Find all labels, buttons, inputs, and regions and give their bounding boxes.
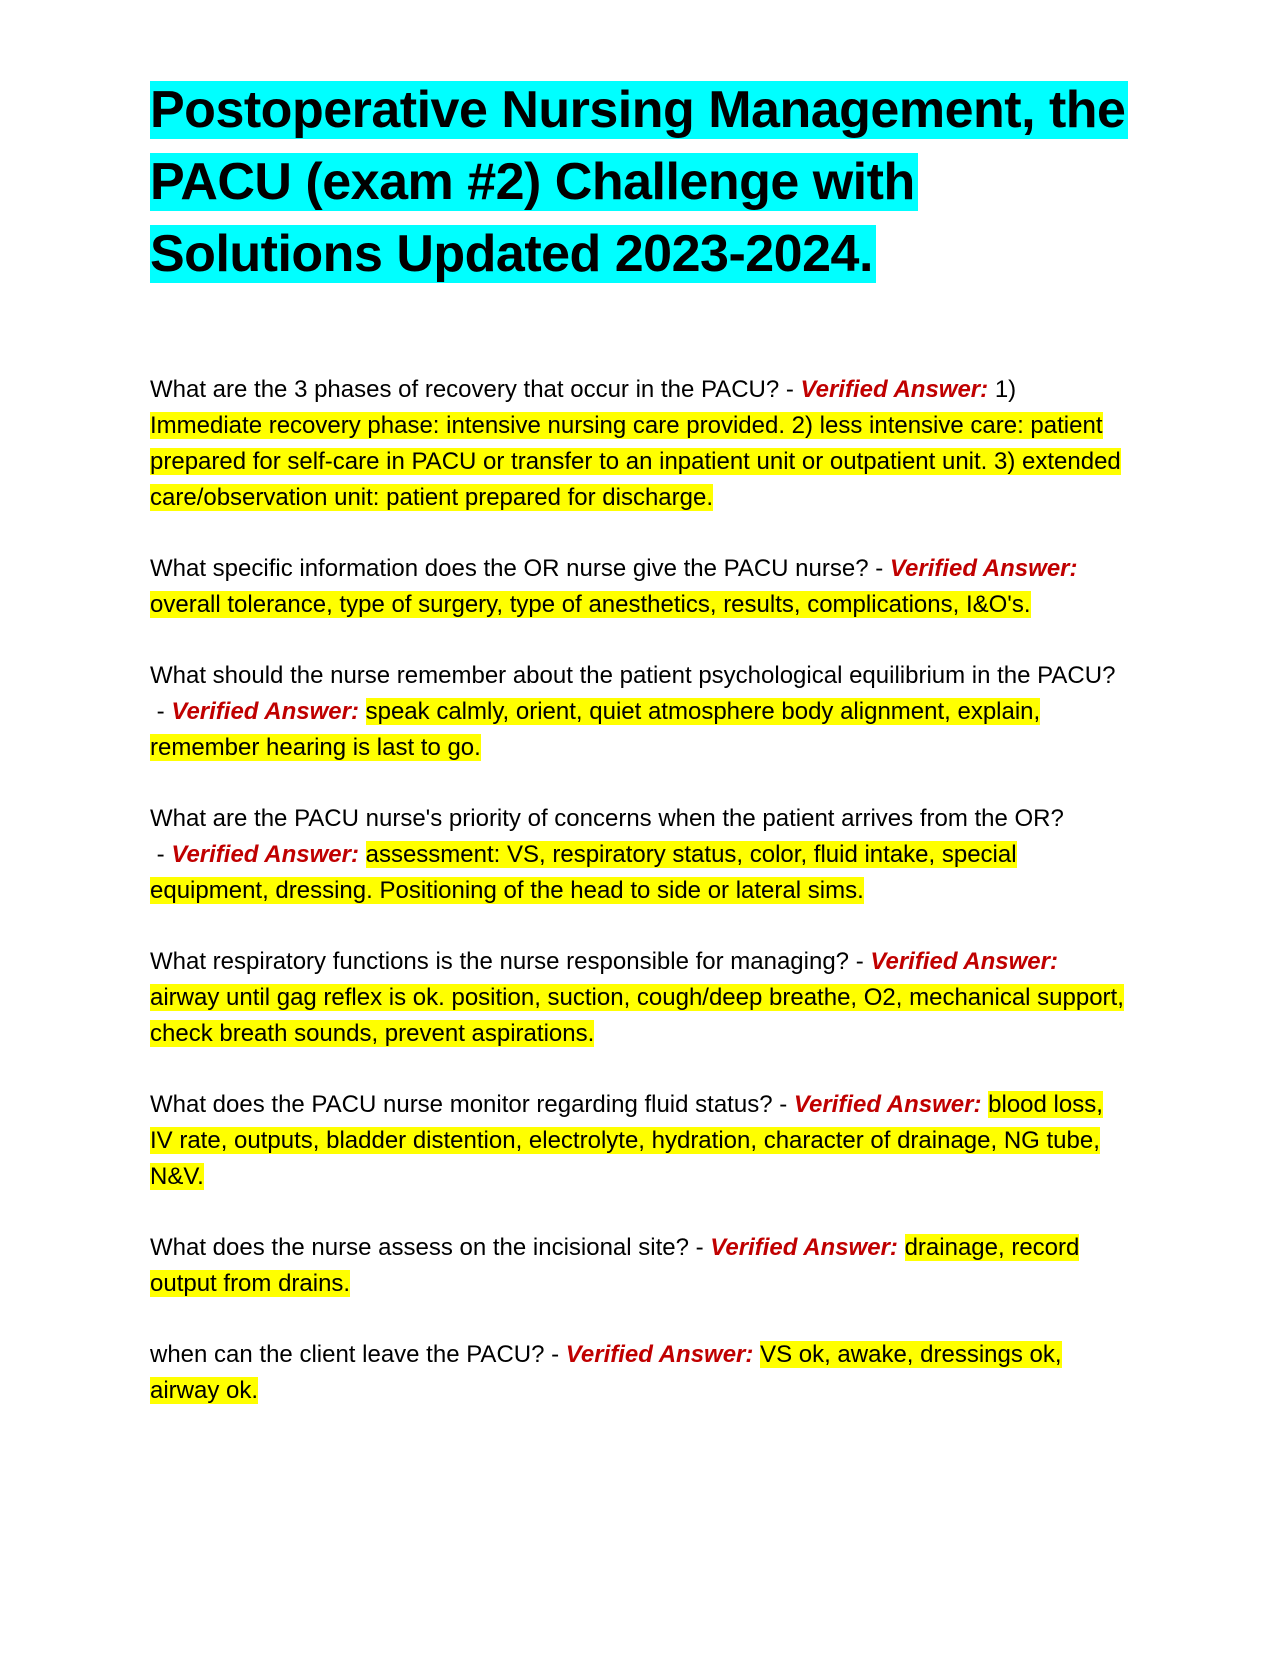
answer-text: overall tolerance, type of surgery, type of anesthetics, results, complications, I&O's. xyxy=(150,591,1031,618)
qa-item xyxy=(150,1230,1130,1302)
answer-text: drainage, record output from drains. xyxy=(150,1234,1080,1297)
verified-answer-label: Verified Answer: xyxy=(800,376,989,403)
qa-item xyxy=(150,551,1130,623)
qa-item xyxy=(150,801,1130,909)
verified-answer-label: Verified Answer: xyxy=(870,948,1058,975)
question-separator: - xyxy=(849,948,871,975)
answer-text: Immediate recovery phase: intensive nursing care provided. 2) less intensive care: patient prepared for self-care in PACU or transfer to an inpatient unit or outpatient unit. 3) extended care/observation unit: patient prepared for discharge. xyxy=(150,412,1121,511)
question-separator: - xyxy=(779,376,801,403)
question-separator: - xyxy=(688,1234,711,1261)
verified-answer-label: Verified Answer: xyxy=(889,555,1078,582)
answer-text: assessment: VS, respiratory status, color, fluid intake, special equipment, dressing. Positioning of the head to side or lateral sims. xyxy=(150,841,1017,904)
answer-text: airway until gag reflex is ok. position, suction, cough/deep breathe, O2, mechanical support, check breath sounds, prevent aspirations. xyxy=(150,984,1124,1047)
qa-item xyxy=(150,658,1130,766)
question-separator: - xyxy=(772,1091,794,1118)
question-text: What are the 3 phases of recovery that occur in the PACU? xyxy=(150,376,780,403)
document-title-text: Postoperative Nursing Management, the PACU (exam #2) Challenge with Solutions Updated 2023-2024. xyxy=(150,81,1128,283)
answer-text: speak calmly, orient, quiet atmosphere body alignment, explain, remember hearing is last to go. xyxy=(150,698,1041,761)
qa-item xyxy=(150,1337,1130,1409)
question-text: What respiratory functions is the nurse responsible for managing? xyxy=(150,948,850,975)
question-text: when can the client leave the PACU? xyxy=(150,1341,545,1368)
verified-answer-label: Verified Answer: xyxy=(793,1091,982,1118)
question-text: What specific information does the OR nurse give the PACU nurse? xyxy=(150,555,869,582)
question-separator: - xyxy=(868,555,890,582)
verified-answer-label: Verified Answer: xyxy=(710,1234,898,1261)
question-separator: - xyxy=(544,1341,566,1368)
qa-item xyxy=(150,372,1130,516)
verified-answer-label: Verified Answer: xyxy=(565,1341,754,1368)
qa-item xyxy=(150,944,1130,1052)
question-text: What are the PACU nurse's priority of concerns when the patient arrives from the OR? xyxy=(150,805,1064,832)
question-text: What does the nurse assess on the incisional site? xyxy=(150,1234,689,1261)
document-page xyxy=(150,74,1130,1444)
document-title xyxy=(150,74,1130,290)
verified-answer-label: Verified Answer: xyxy=(171,841,359,868)
answer-lead-text: 1) xyxy=(994,376,1017,403)
question-separator: - xyxy=(150,698,172,725)
qa-item xyxy=(150,1087,1130,1195)
qa-list xyxy=(150,372,1130,1409)
question-text: What does the PACU nurse monitor regarding fluid status? xyxy=(150,1091,773,1118)
question-separator: - xyxy=(150,841,172,868)
verified-answer-label: Verified Answer: xyxy=(171,698,359,725)
answer-text: VS ok, awake, dressings ok, airway ok. xyxy=(150,1341,1062,1404)
question-text: What should the nurse remember about the patient psychological equilibrium in the PACU? xyxy=(150,662,1116,689)
answer-text: blood loss, IV rate, outputs, bladder distention, electrolyte, hydration, character of drainage, NG tube, N&V. xyxy=(150,1091,1103,1190)
